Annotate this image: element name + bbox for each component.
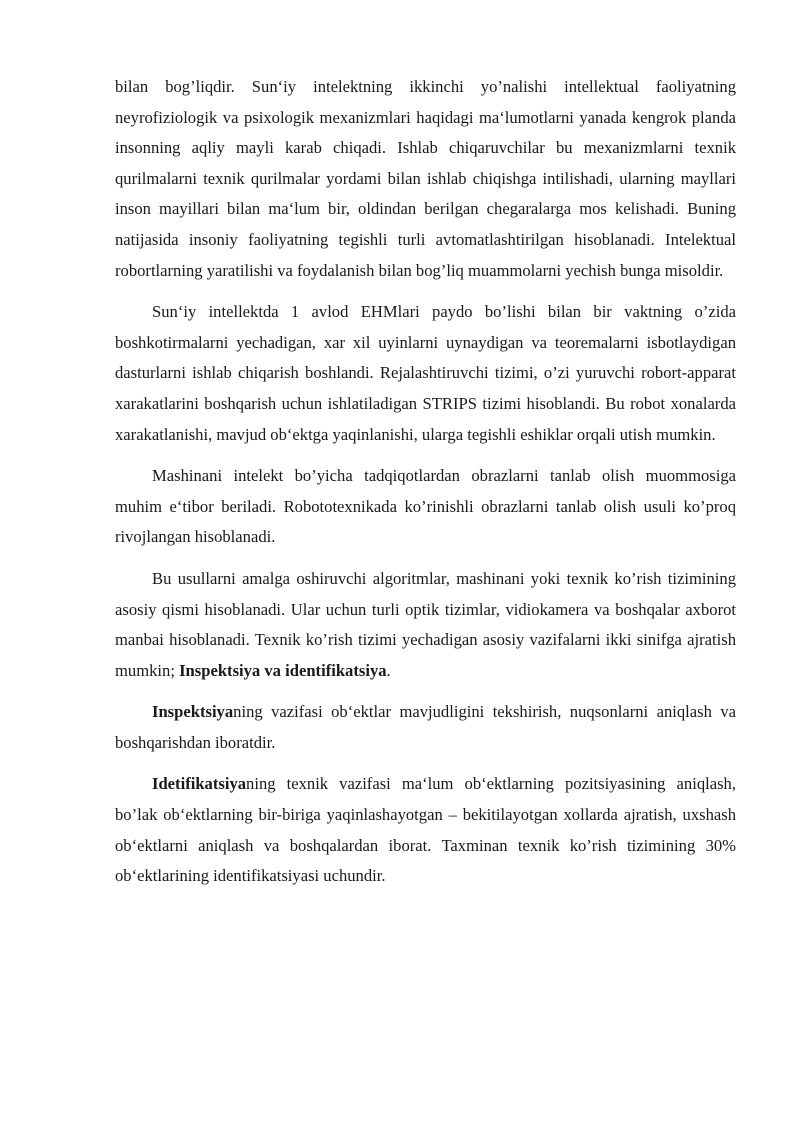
paragraph-6-bold-term: Idetifikatsiya <box>152 774 247 794</box>
paragraph-3-text: Mashinani intelekt bo’yicha tadqiqotlardan obrazlarni tanlab olish muommosiga muhim e‘tibor beriladi. Robototexnikada ko’rinishli obrazlarni tanlab olish usuli ko’proq rivojlangan hisoblanadi. <box>115 466 736 547</box>
paragraph-2-text: Sun‘iy intellektda 1 avlod EHMlari paydo bo’lishi bilan bir vaktning o’zida boshkotirmalarni yechadigan, xar xil uyinlarni uynaydigan va teoremalarni isbotlaydigan dasturlarni ishlab chiqarish boshlandi. Rejalashtiruvchi tizimi, o’zi yuruvchi robort-apparat xarakatlarini boshqarish uchun ishlatiladigan STRIPS tizimi hisoblandi. Bu robot xonalarda xarakatlanishi, mavjud ob‘ektga yaqinlanishi, ularga tegishli eshiklar orqali utish mumkin. <box>115 302 736 444</box>
paragraph-5-bold-term: Inspektsiya <box>152 702 234 722</box>
paragraph-1-text: bilan bog’liqdir. Sun‘iy intelektning ikkinchi yo’nalishi intellektual faoliyatning neyrofiziologik va psixologik mexanizmlari haqidagi ma‘lumotlarni yanada kengrok planda insonning aqliy mayli karab chiqadi. Ishlab chiqaruvchilar bu mexanizmlarni texnik qurilmalarni texnik qurilmalar yordami bilan ishlab chiqishga intilishadi, ularning mayllari inson mayillari bilan ma‘lum bir, oldindan berilgan chegaralarga mos kelishadi. Buning natijasida insoniy faoliyatning tegishli turli avtomatlashtirilgan hisoblanadi. Intelektual robortlarning yaratilishi va foydalanish bilan bog’liq muammolarni yechish bunga misoldir. <box>115 77 736 280</box>
paragraph-4-bold-term: Inspektsiya va identifikatsiya <box>179 660 387 680</box>
paragraph-2 <box>115 297 736 450</box>
paragraph-4-text: Bu usullarni amalga oshiruvchi algoritmlar, mashinani yoki texnik ko’rish tizimining asosiy qismi hisoblanadi. Ular uchun turli optik tizimlar, vidiokamera va boshqalar axborot manbai hisoblanadi. Texnik ko’rish tizimi yechadigan asosiy vazifalarni ikki sinifga ajratish mumkin; <box>115 568 736 680</box>
paragraph-4-end: . <box>386 660 391 680</box>
paragraph-1 <box>115 72 736 286</box>
paragraph-4 <box>115 564 736 686</box>
paragraph-6 <box>115 769 736 891</box>
document-body <box>115 72 736 903</box>
paragraph-3 <box>115 461 736 553</box>
paragraph-5-text: ning vazifasi ob‘ektlar mavjudligini tekshirish, nuqsonlarni aniqlash va boshqarishdan iboratdir. <box>115 702 736 752</box>
paragraph-5 <box>115 697 736 758</box>
paragraph-6-text: ning texnik vazifasi ma‘lum ob‘ektlarning pozitsiyasining aniqlash, bo’lak ob‘ektlarning bir-biriga yaqinlashayotgan – bekitilayotgan xollarda ajratish, uxshash ob‘ektlarni aniqlash va boshqalardan iborat. Taxminan texnik ko’rish tizimining 30% ob‘ektlarining identifikatsiyasi uchundir. <box>115 774 736 886</box>
